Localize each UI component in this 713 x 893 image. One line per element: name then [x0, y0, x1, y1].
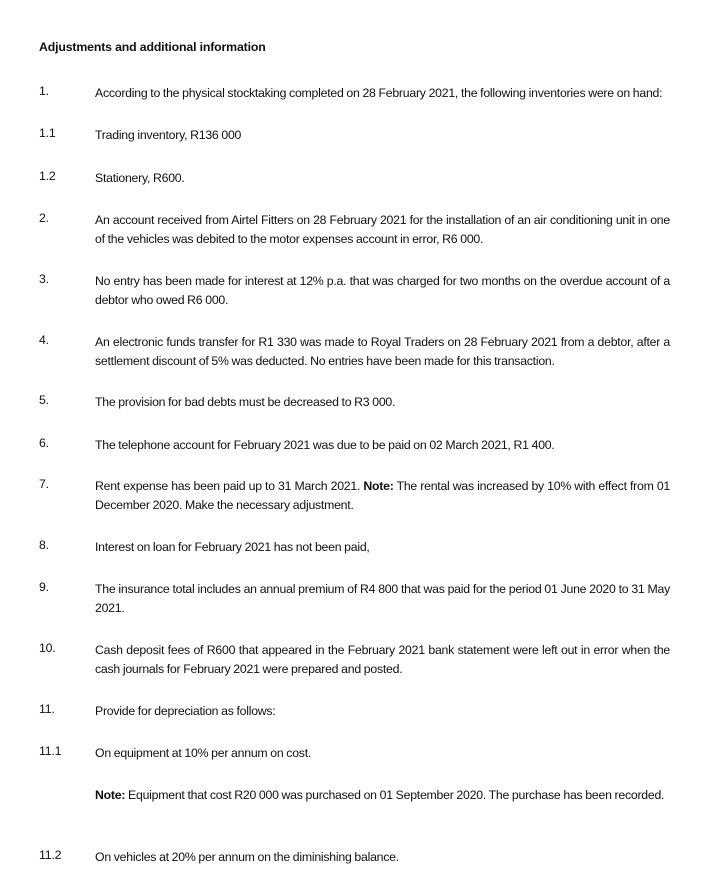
item-text-part: Equipment that cost R20 000 was purchased on 01 September 2020. The purchase has been recorded.: [125, 788, 665, 802]
item-text: Interest on loan for February 2021 has not been paid,: [95, 540, 370, 554]
item-number: 8.: [39, 538, 49, 552]
note-label: Note:: [95, 788, 126, 802]
item-text: [95, 477, 670, 514]
item-number: 11.2: [39, 848, 62, 862]
note-label: Note:: [363, 479, 394, 493]
item-text-part: The rental was increased by 10% with effect from 01 December 2020. Make the necessary adjustment.: [95, 479, 670, 512]
item-number: 4.: [39, 333, 49, 347]
item-text: [95, 786, 670, 805]
item-text: On vehicles at 20% per annum on the diminishing balance.: [95, 850, 399, 864]
item-number: 3.: [39, 272, 49, 286]
item-number: 11.1: [39, 744, 62, 758]
item-number: 6.: [39, 436, 49, 450]
item-text: No entry has been made for interest at 12% p.a. that was charged for two months on the overdue account of a debtor who owed R6 000.: [95, 274, 670, 307]
item-text: On equipment at 10% per annum on cost.: [95, 746, 312, 760]
item-text: Cash deposit fees of R600 that appeared in the February 2021 bank statement were left out in error when the cash journals for February 2021 were prepared and posted.: [95, 643, 670, 676]
item-text: Provide for depreciation as follows:: [95, 704, 276, 718]
item-text: The provision for bad debts must be decreased to R3 000.: [95, 395, 396, 409]
item-number: 5.: [39, 393, 49, 407]
item-number: 9.: [39, 580, 49, 594]
item-text: The telephone account for February 2021 was due to be paid on 02 March 2021, R1 400.: [95, 438, 555, 452]
item-text: An electronic funds transfer for R1 330 was made to Royal Traders on 28 February 2021 from a debtor, after a settlement discount of 5% was deducted. No entries have been made for this transaction.: [95, 335, 670, 368]
item-number: 10.: [39, 641, 56, 655]
item-text: According to the physical stocktaking completed on 28 February 2021, the following inventories were on hand:: [95, 86, 663, 100]
item-number: 2.: [39, 211, 49, 225]
item-number: 1.: [39, 84, 49, 98]
item-text-part: Rent expense has been paid up to 31 March 2021.: [95, 479, 364, 493]
item-text: Trading inventory, R136 000: [95, 128, 242, 142]
item-number: 1.2: [39, 169, 56, 183]
item-number: 1.1: [39, 126, 56, 140]
section-heading: Adjustments and additional information: [39, 40, 266, 54]
item-number: 11.: [39, 702, 55, 716]
item-text: An account received from Airtel Fitters on 28 February 2021 for the installation of an air conditioning unit in one of the vehicles was debited to the motor expenses account in error, R6 000.: [95, 213, 670, 246]
item-text: Stationery, R600.: [95, 171, 185, 185]
item-text: The insurance total includes an annual premium of R4 800 that was paid for the period 01 June 2020 to 31 May 2021.: [95, 582, 670, 615]
item-number: 7.: [39, 477, 49, 491]
